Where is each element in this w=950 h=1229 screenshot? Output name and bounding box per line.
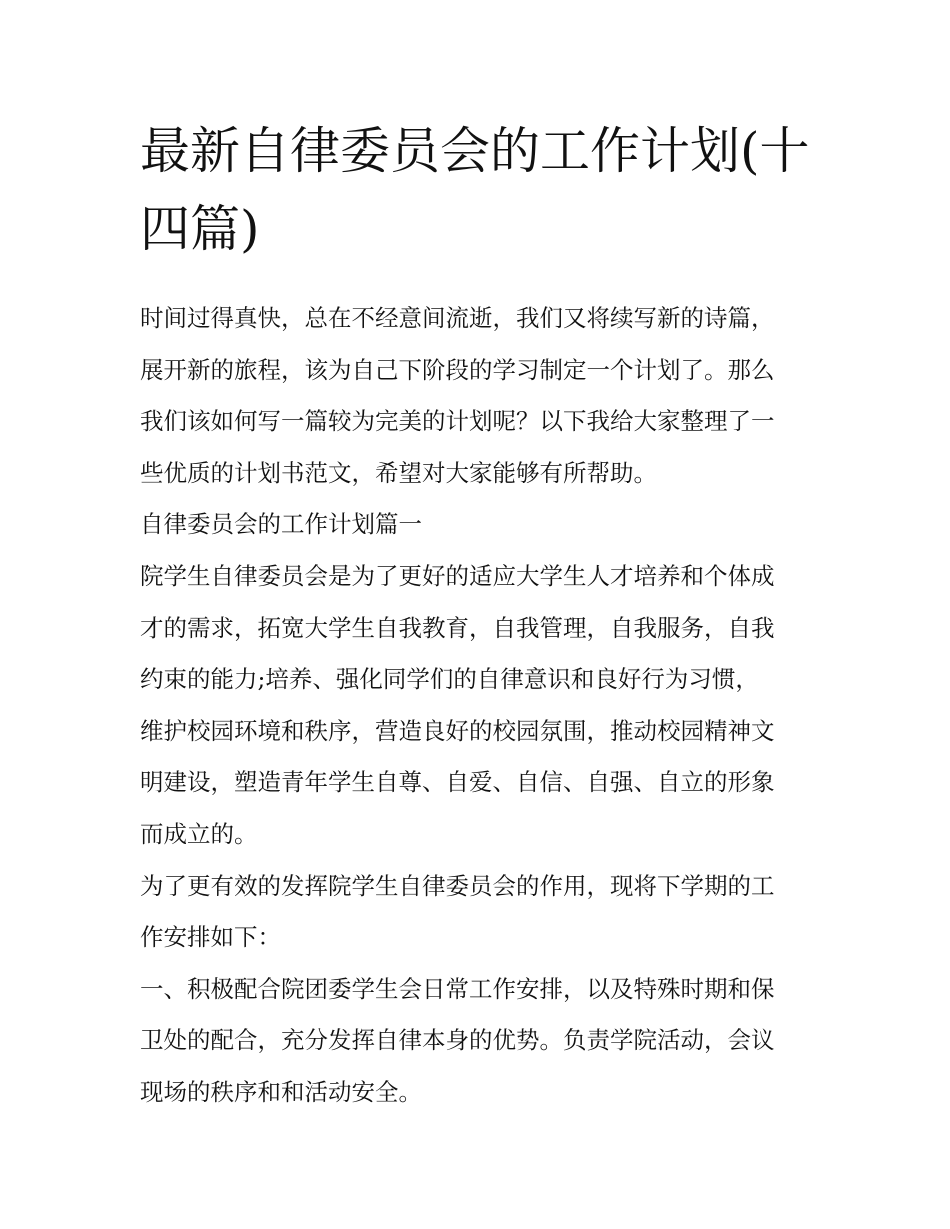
intro-line-2: 展开新的旅程，该为自己下阶段的学习制定一个计划了。那么: [140, 355, 775, 384]
title-line-2: 四篇): [140, 200, 260, 258]
section-heading: 自律委员会的工作计划篇一: [140, 510, 422, 539]
paragraph-line-3: 约束的能力;培养、强化同学们的自律意识和良好行为习惯，: [140, 665, 759, 694]
paragraph-line-2: 才的需求，拓宽大学生自我教育，自我管理，自我服务，自我: [140, 613, 775, 642]
intro-line-4: 些优质的计划书范文，希望对大家能够有所帮助。: [140, 458, 657, 487]
intro-line-3: 我们该如何写一篇较为完美的计划呢？以下我给大家整理了一: [140, 407, 775, 436]
paragraph-line-4: 维护校园环境和秩序，营造良好的校园氛围，推动校园精神文: [140, 716, 775, 745]
paragraph-line-8: 作安排如下：: [140, 923, 281, 952]
paragraph-line-6: 而成立的。: [140, 819, 258, 848]
title-line-1: 最新自律委员会的工作计划(十: [140, 122, 810, 180]
list-item-line-1: 一、积极配合院团委学生会日常工作安排，以及特殊时期和保: [140, 974, 775, 1003]
paragraph-line-1: 院学生自律委员会是为了更好的适应大学生人才培养和个体成: [140, 561, 775, 590]
document-page: [140, 112, 812, 1119]
document-title: [140, 112, 812, 268]
document-body: [140, 293, 812, 1119]
intro-line-1: 时间过得真快，总在不经意间流逝，我们又将续写新的诗篇，: [140, 304, 775, 332]
list-item-line-2: 卫处的配合，充分发挥自律本身的优势。负责学院活动，会议: [140, 1026, 775, 1055]
list-item-line-3: 现场的秩序和和活动安全。: [140, 1077, 422, 1106]
paragraph-line-7: 为了更有效的发挥院学生自律委员会的作用，现将下学期的工: [140, 871, 775, 900]
paragraph-line-5: 明建设，塑造青年学生自尊、自爱、自信、自强、自立的形象: [140, 768, 775, 797]
